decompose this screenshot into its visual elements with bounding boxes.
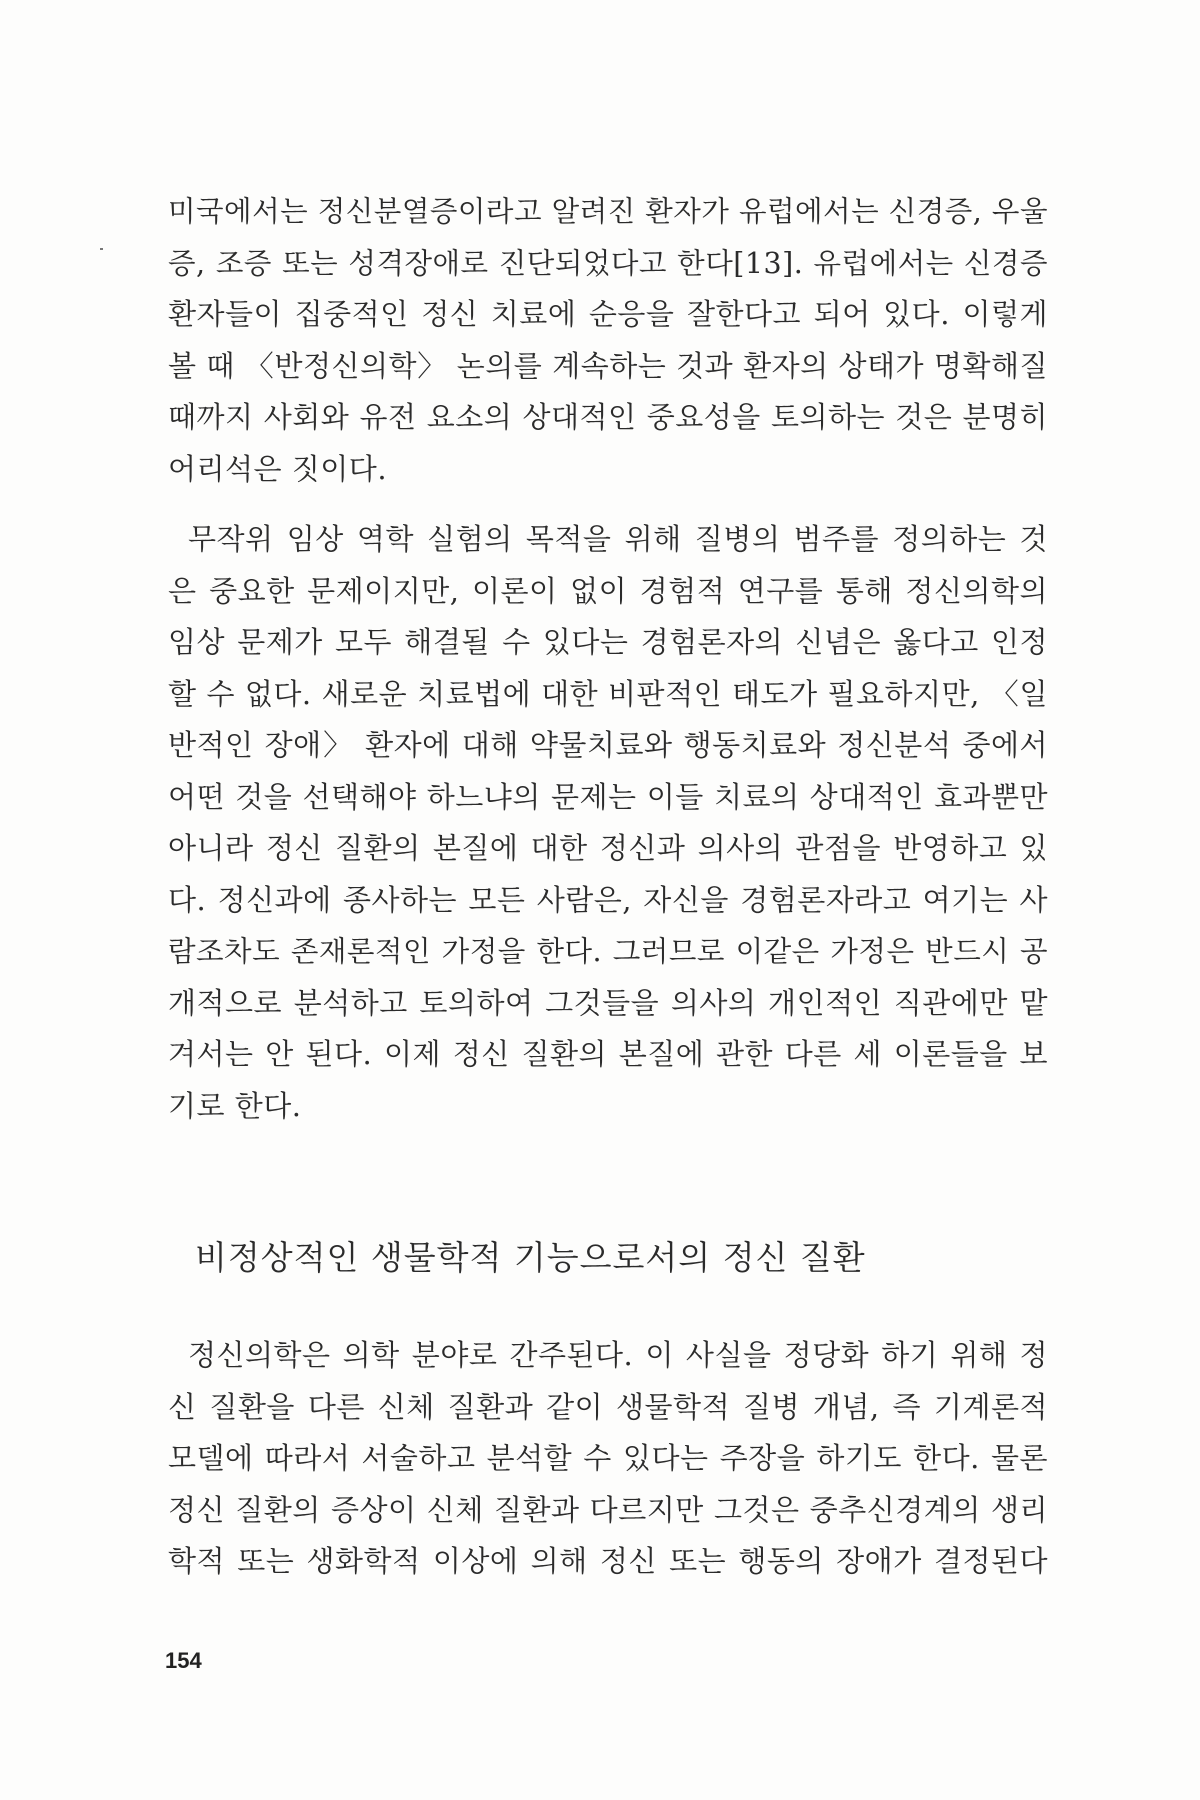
scan-speck bbox=[100, 248, 103, 250]
text-line: 미국에서는 정신분열증이라고 알려진 환자가 유럽에서는 신경증, 우울 bbox=[168, 195, 1048, 228]
text-line: 환자들이 집중적인 정신 치료에 순응을 잘한다고 되어 있다. 이렇게 bbox=[168, 297, 1048, 331]
text-line: 할 수 없다. 새로운 치료법에 대한 비판적인 태도가 필요하지만, 〈일 bbox=[168, 676, 1048, 711]
text-line: 어리석은 짓이다. bbox=[168, 451, 388, 486]
text-line: 다. 정신과에 종사하는 모든 사람은, 자신을 경험론자라고 여기는 사 bbox=[168, 882, 1048, 917]
text-line: 증, 조증 또는 성격장애로 진단되었다고 한다[13]. 유럽에서는 신경증 bbox=[168, 246, 1048, 280]
paragraph-1 bbox=[168, 186, 1048, 495]
text-line: 때까지 사회와 유전 요소의 상대적인 중요성을 토의하는 것은 분명히 bbox=[168, 400, 1048, 434]
text-line: 아니라 정신 질환의 본질에 대한 정신과 의사의 관점을 반영하고 있 bbox=[168, 831, 1048, 865]
text-line: 신 질환을 다른 신체 질환과 같이 생물학적 질병 개념, 즉 기계론적 bbox=[168, 1389, 1048, 1424]
text-line: 반적인 장애〉 환자에 대해 약물치료와 행동치료와 정신분석 중에서 bbox=[168, 728, 1048, 762]
page-number: 154 bbox=[165, 1648, 202, 1673]
paragraph-2 bbox=[168, 514, 1048, 1132]
text-line: 정신의학은 의학 분야로 간주된다. 이 사실을 정당화 하기 위해 정 bbox=[188, 1338, 1048, 1372]
text-line: 람조차도 존재론적인 가정을 한다. 그러므로 이같은 가정은 반드시 공 bbox=[168, 935, 1048, 968]
text-line: 은 중요한 문제이지만, 이론이 없이 경험적 연구를 통해 정신의학의 bbox=[168, 573, 1048, 608]
text-line: 어떤 것을 선택해야 하느냐의 문제는 이들 치료의 상대적인 효과뿐만 bbox=[168, 779, 1048, 814]
text-line: 볼 때 〈반정신의학〉 논의를 계속하는 것과 환자의 상태가 명확해질 bbox=[168, 348, 1048, 383]
text-line: 모델에 따라서 서술하고 분석할 수 있다는 주장을 하기도 한다. 물론 bbox=[168, 1441, 1048, 1475]
text-line: 겨서는 안 된다. 이제 정신 질환의 본질에 관한 다른 세 이론들을 보 bbox=[168, 1037, 1048, 1071]
paragraph-3 bbox=[168, 1330, 1048, 1588]
text-line: 기로 한다. bbox=[168, 1088, 302, 1123]
text-line: 정신 질환의 증상이 신체 질환과 다르지만 그것은 중추신경계의 생리 bbox=[168, 1492, 1048, 1527]
text-line: 임상 문제가 모두 해결될 수 있다는 경험론자의 신념은 옳다고 인정 bbox=[168, 625, 1048, 659]
section-heading: 비정상적인 생물학적 기능으로서의 정신 질환 bbox=[195, 1238, 866, 1277]
text-line: 무작위 임상 역학 실험의 목적을 위해 질병의 범주를 정의하는 것 bbox=[188, 522, 1048, 556]
text-line: 개적으로 분석하고 토의하여 그것들을 의사의 개인적인 직관에만 맡 bbox=[168, 985, 1048, 1020]
text-line: 학적 또는 생화학적 이상에 의해 정신 또는 행동의 장애가 결정된다 bbox=[168, 1544, 1048, 1578]
